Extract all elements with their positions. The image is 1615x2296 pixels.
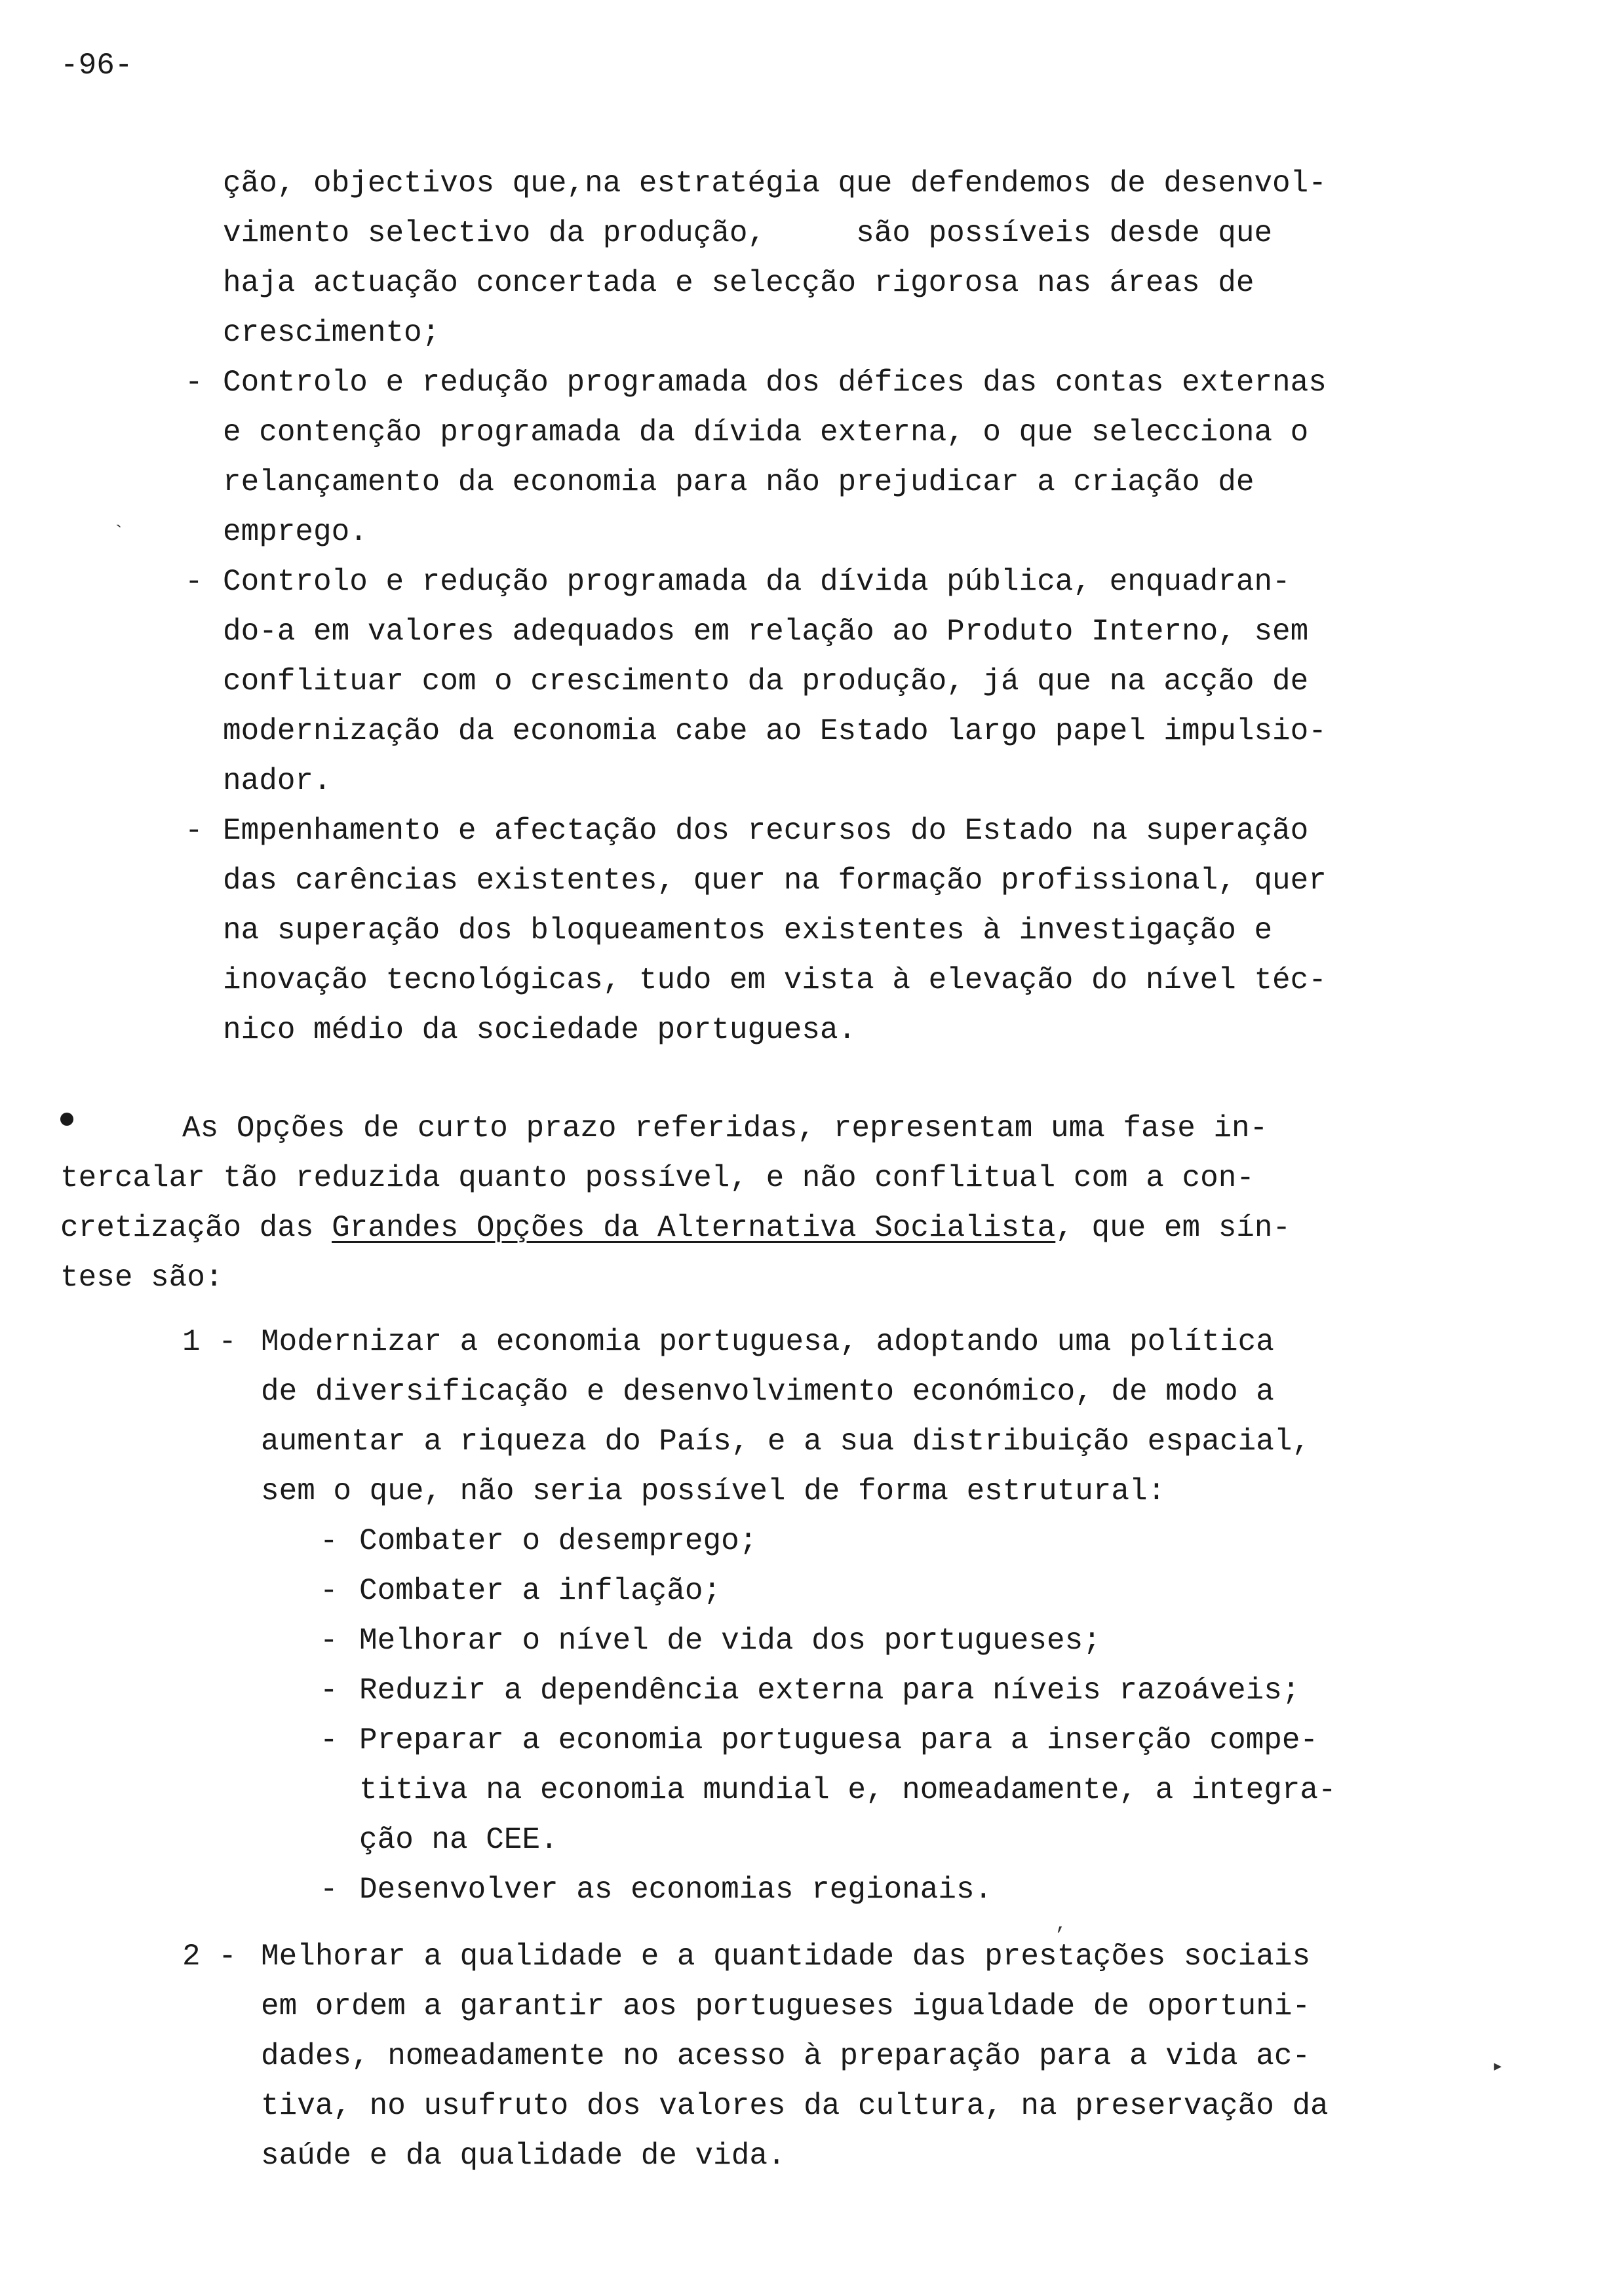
text-line: Controlo e redução programada da dívida pública, enquadran- xyxy=(223,565,1291,599)
dash-marker: - xyxy=(320,1723,338,1757)
text-line: tese são: xyxy=(60,1261,224,1295)
text-line: modernização da economia cabe ao Estado largo papel impulsio- xyxy=(223,714,1327,748)
dash-marker: - xyxy=(320,1873,338,1907)
text-line: das carências existentes, quer na formação profissional, quer xyxy=(223,864,1327,898)
dash-marker: - xyxy=(185,366,203,400)
text-segment: cretização das xyxy=(60,1211,332,1245)
underlined-title: Grandes Opções da Alternativa Socialista xyxy=(332,1211,1056,1245)
text-line: em ordem a garantir aos portugueses igualdade de oportuni- xyxy=(261,1989,1311,2023)
text-line: haja actuação concertada e selecção rigorosa nas áreas de xyxy=(223,266,1255,300)
text-line: e contenção programada da dívida externa, o que selecciona o xyxy=(223,415,1309,450)
text-segment: , que em sín- xyxy=(1055,1211,1291,1245)
text-line: ção na CEE. xyxy=(359,1823,558,1857)
text-line: Combater a inflação; xyxy=(359,1574,722,1608)
text-line: nador. xyxy=(223,764,332,798)
text-line: conflituar com o crescimento da produção, já que na acção de xyxy=(223,664,1309,698)
dash-marker: - xyxy=(320,1524,338,1558)
text-line: As Opções de curto prazo referidas, representam uma fase in- xyxy=(182,1111,1268,1145)
text-line: crescimento; xyxy=(223,316,440,350)
text-line: Reduzir a dependência externa para níveis razoáveis; xyxy=(359,1674,1300,1708)
text-line: inovação tecnológicas, tudo em vista à elevação do nível téc- xyxy=(223,963,1327,997)
text-line: Combater o desemprego; xyxy=(359,1524,758,1558)
text-line: aumentar a riqueza do País, e a sua distribuição espacial, xyxy=(261,1425,1311,1459)
bullet-icon xyxy=(60,1113,73,1126)
dash-marker: - xyxy=(320,1624,338,1658)
item-number: 2 - xyxy=(182,1940,237,1974)
text-line: Controlo e redução programada dos défices das contas externas xyxy=(223,366,1327,400)
text-line: Melhorar o nível de vida dos portugueses; xyxy=(359,1624,1101,1658)
text-line: vimento selectivo da produção, são possíveis desde que xyxy=(223,216,1273,250)
item-number: 1 - xyxy=(182,1325,237,1359)
text-line: na superação dos bloqueamentos existentes à investigação e xyxy=(223,913,1273,947)
page-number: -96- xyxy=(60,48,133,83)
text-line: titiva na economia mundial e, nomeadamente, a integra- xyxy=(359,1773,1336,1807)
text-line: Preparar a economia portuguesa para a inserção compe- xyxy=(359,1723,1319,1757)
stray-mark-icon: , xyxy=(1055,1913,1068,1936)
text-line: Modernizar a economia portuguesa, adoptando uma política xyxy=(261,1325,1274,1359)
text-line: Desenvolver as economias regionais. xyxy=(359,1873,993,1907)
stray-mark-icon: ▸ xyxy=(1492,2056,1504,2078)
text-line: Melhorar a qualidade e a quantidade das prestações sociais xyxy=(261,1940,1311,1974)
dash-marker: - xyxy=(185,814,203,848)
text-line: Empenhamento e afectação dos recursos do Estado na superação xyxy=(223,814,1309,848)
text-line: tercalar tão reduzida quanto possível, e não conflitual com a con- xyxy=(60,1161,1255,1195)
text-line: dades, nomeadamente no acesso à preparação para a vida ac- xyxy=(261,2039,1311,2073)
text-line: ção, objectivos que,na estratégia que defendemos de desenvol- xyxy=(223,166,1327,201)
dash-marker: - xyxy=(320,1674,338,1708)
text-line: emprego. xyxy=(223,515,368,549)
text-line xyxy=(60,1203,1291,1253)
text-line: sem o que, não seria possível de forma estrutural: xyxy=(261,1474,1166,1508)
text-line: nico médio da sociedade portuguesa. xyxy=(223,1013,857,1047)
stray-mark-icon: ` xyxy=(113,523,125,545)
dash-marker: - xyxy=(185,565,203,599)
text-line: saúde e da qualidade de vida. xyxy=(261,2139,786,2173)
text-line: de diversificação e desenvolvimento económico, de modo a xyxy=(261,1375,1274,1409)
text-line: tiva, no usufruto dos valores da cultura, na preservação da xyxy=(261,2089,1329,2123)
text-line: do-a em valores adequados em relação ao Produto Interno, sem xyxy=(223,615,1309,649)
dash-marker: - xyxy=(320,1574,338,1608)
text-line: relançamento da economia para não prejudicar a criação de xyxy=(223,465,1255,499)
